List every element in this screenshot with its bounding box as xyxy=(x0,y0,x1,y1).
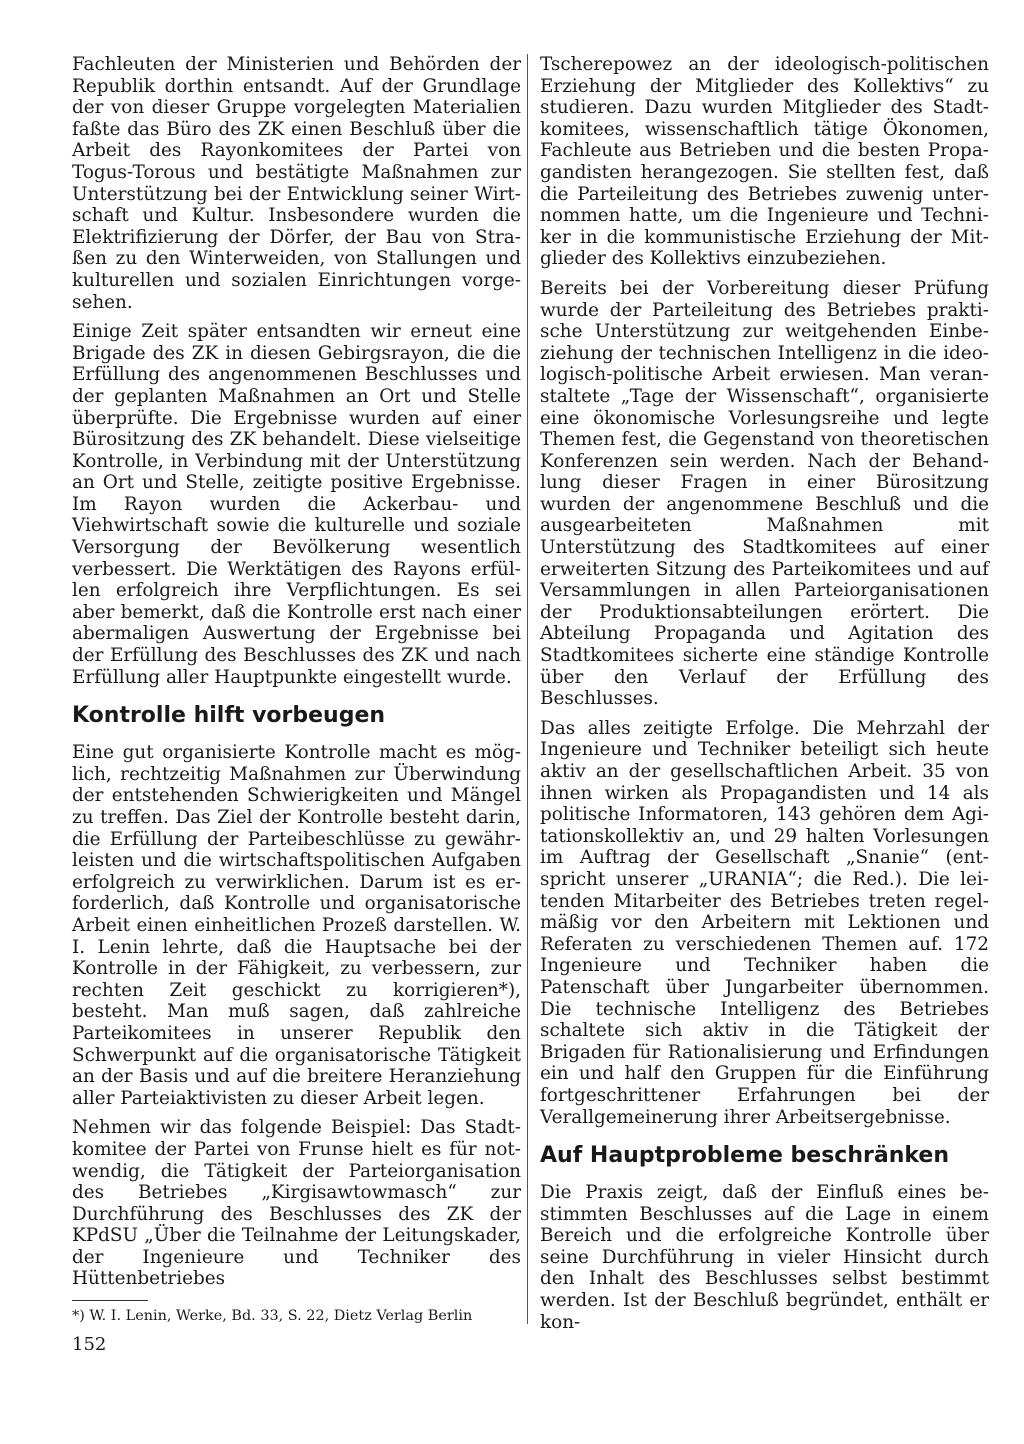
body-paragraph: Fachleuten der Ministerien und Behörden der Republik dorthin entsandt. Auf der Grundlage der von dieser Gruppe vorgelegten Materialien faßte das Büro des ZK einen Beschluß über die Arbeit des Rayonkomitees der Partei von Togus-Torous und bestätigte Maßnahmen zur Unterstützung bei der Entwicklung seiner Wirtschaft und Kultur. Insbesondere wurden die Elektrifizierung der Dörfer, der Bau von Straßen zu den Winterweiden, von Stallungen und kulturellen und sozialen Einrichtungen vorgesehen. xyxy=(72,54,521,313)
footnote: *) W. I. Lenin, Werke, Bd. 33, S. 22, Dietz Verlag Berlin xyxy=(72,1308,473,1325)
body-paragraph: Das alles zeitigte Erfolge. Die Mehrzahl der Ingenieure und Techniker beteiligt sich heute aktiv an der gesellschaftlichen Arbeit. 35 von ihnen wirken als Propagandisten und 14 als politische Informatoren, 143 gehören dem Agitationskollektiv an, und 29 halten Vorlesungen im Auftrag der Gesellschaft „Snanie“ (entspricht unserer „URANIA“; die Red.). Die leitenden Mitarbeiter des Betriebes treten regelmäßig vor den Arbeitern mit Lektionen und Referaten zu verschiedenen Themen auf. 172 Ingenieure und Techniker haben die Patenschaft über Jungarbeiter übernommen. Die technische Intelligenz des Betriebes schaltete sich aktiv in die Tätigkeit der Brigaden für Rationalisierung und Erfindungen ein und half den Gruppen für die Einführung fortgeschrittener Erfahrungen bei der Verallgemeinerung ihrer Arbeitsergebnisse. xyxy=(540,717,989,1128)
body-paragraph: Nehmen wir das folgende Beispiel: Das Stadtkomitee der Partei von Frunse hielt es für notwendig, die Tätigkeit der Parteiorganisation des Betriebes „Kirgisawtowmasch“ zur Durchführung des Beschlusses des ZK der KPdSU „Über die Teilnahme der Leitungskader, der Ingenieure und Techniker des Hüttenbetriebes xyxy=(72,1117,521,1290)
body-paragraph: Bereits bei der Vorbereitung dieser Prüfung wurde der Parteileitung des Betriebes praktische Unterstützung zur weitgehenden Einbeziehung der technischen Intelligenz in die ideologisch-politische Arbeit erwiesen. Man veranstaltete „Tage der Wissenschaft“, organisierte eine ökonomische Vorlesungsreihe und legte Themen fest, die Gegenstand von theoretischen Konferenzen sein werden. Nach der Behandlung dieser Fragen in einer Bürositzung wurden der angenommene Beschluß und die ausgearbeiteten Maßnahmen mit Unterstützung des Stadtkomitees auf einer erweiterten Sitzung des Parteikomitees und auf Versammlungen in allen Parteiorganisationen der Produktionsabteilungen erörtert. Die Abteilung Propaganda und Agitation des Stadtkomitees sicherte eine ständige Kontrolle über den Verlauf der Erfüllung des Beschlusses. xyxy=(540,277,989,710)
body-paragraph: Tscherepowez an der ideologisch-politischen Erziehung der Mitglieder des Kollektivs“ zu studieren. Dazu wurden Mitglieder des Stadtkomitees, wissenschaftlich tätige Ökonomen, Fachleute aus Betrieben und die besten Propagandisten herangezogen. Sie stellten fest, daß die Parteileitung des Betriebes zuwenig unternommen hatte, um die Ingenieure und Techniker in die kommunistische Erziehung der Mitglieder des Kollektivs einzubeziehen. xyxy=(540,54,989,270)
section-heading: Auf Hauptprobleme beschränken xyxy=(540,1143,949,1169)
section-heading: Kontrolle hilft vorbeugen xyxy=(72,703,386,729)
column-divider xyxy=(527,54,528,1324)
footnote-divider xyxy=(72,1300,148,1301)
body-paragraph: Einige Zeit später entsandten wir erneut eine Brigade des ZK in diesen Gebirgsrayon, die die Erfüllung des angenommenen Beschlusses und der geplanten Maßnahmen an Ort und Stelle überprüfte. Die Ergebnisse wurden auf einer Bürositzung des ZK behandelt. Diese vielseitige Kontrolle, in Verbindung mit der Unterstützung an Ort und Stelle, zeitigte positive Ergebnisse. Im Rayon wurden die Ackerbau- und Viehwirtschaft sowie die kulturelle und soziale Versorgung der Bevölkerung wesentlich verbessert. Die Werktätigen des Rayons erfüllen erfolgreich ihre Verpflichtungen. Es sei aber bemerkt, daß die Kontrolle erst nach einer abermaligen Auswertung der Ergebnisse bei der Erfüllung des Beschlusses des ZK und nach Erfüllung aller Hauptpunkte eingestellt wurde. xyxy=(72,321,521,688)
body-paragraph: Eine gut organisierte Kontrolle macht es möglich, rechtzeitig Maßnahmen zur Überwindung der entstehenden Schwierigkeiten und Mängel zu treffen. Das Ziel der Kontrolle besteht darin, die Erfüllung der Parteibeschlüsse zu gewährleisten und die wirtschaftspolitischen Aufgaben erfolgreich zu verwirklichen. Darum ist es erforderlich, daß Kontrolle und organisatorische Arbeit einen einheitlichen Prozeß darstellen. W. I. Lenin lehrte, daß die Hauptsache bei der Kontrolle in der Fähigkeit, zu verbessern, zur rechten Zeit geschickt zu korrigieren*), besteht. Man muß sagen, daß zahlreiche Parteikomitees in unserer Republik den Schwerpunkt auf die organisatorische Tätigkeit an der Basis und auf die breitere Heranziehung aller Parteiaktivisten zu dieser Arbeit legen. xyxy=(72,742,521,1109)
body-paragraph: Die Praxis zeigt, daß der Einfluß eines bestimmten Beschlusses auf die Lage in einem Bereich und die erfolgreiche Kontrolle über seine Durchführung in vieler Hinsicht durch den Inhalt des Beschlusses selbst bestimmt werden. Ist der Beschluß begründet, enthält er kon- xyxy=(540,1182,989,1333)
page-number: 152 xyxy=(72,1334,107,1355)
right-column xyxy=(540,54,989,1341)
left-column xyxy=(72,54,521,1325)
